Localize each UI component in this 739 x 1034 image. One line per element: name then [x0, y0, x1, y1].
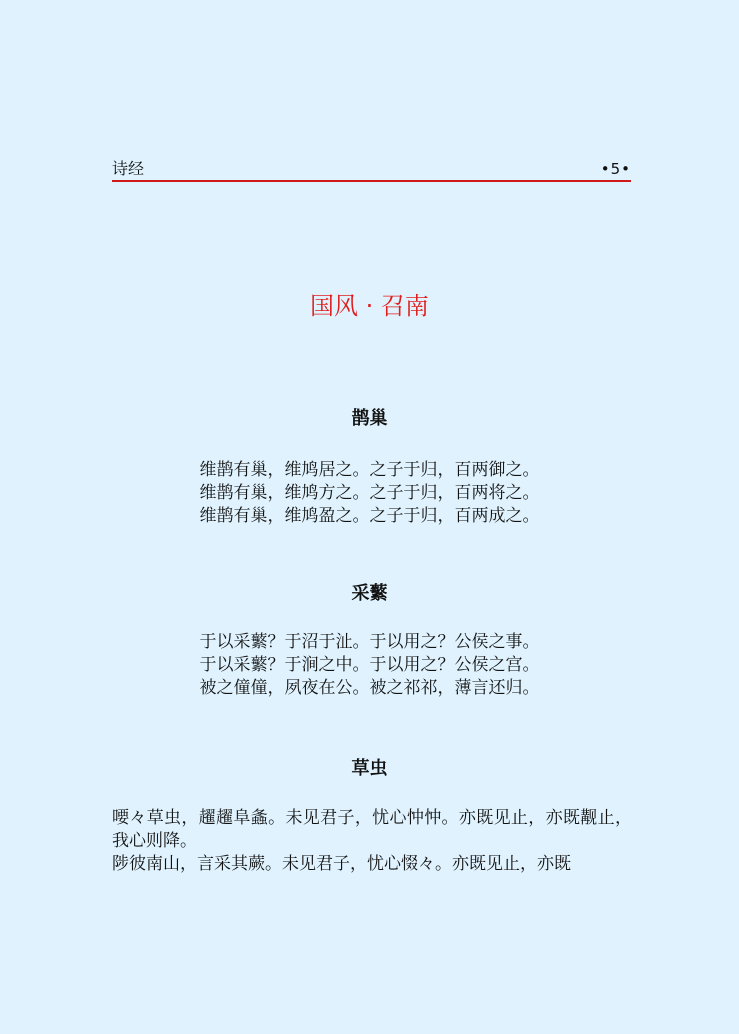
verse-line: 被之僮僮，夙夜在公。被之祁祁，薄言还归。 [199, 678, 540, 698]
poem-title: 鹊巢 [351, 408, 388, 429]
poem-verse [0, 631, 739, 700]
page-number: •5• [600, 160, 631, 178]
book-title: 诗经 [112, 159, 145, 178]
verse-line: 维鹊有巢，维鸠居之。之子于归，百两御之。 [199, 460, 540, 480]
section-title: 国风 · 召南 [310, 292, 429, 320]
poem-verse [0, 459, 739, 528]
verse-line: 维鹊有巢，维鸠方之。之子于归，百两将之。 [199, 483, 540, 503]
running-header [112, 160, 631, 182]
verse-line: 维鹊有巢，维鸠盈之。之子于归，百两成之。 [199, 506, 540, 526]
poem-title: 采蘩 [351, 583, 388, 604]
verse-line: 于以采蘩？于涧之中。于以用之？公侯之宫。 [199, 655, 540, 675]
verse-line: 于以采蘩？于沼于沚。于以用之？公侯之事。 [199, 632, 540, 652]
poem-prose-paragraph: 喓々草虫，趯趯阜螽。未见君子，忧心忡忡。亦既见止，亦既觏止，我心则降。 [112, 808, 632, 851]
poem-prose-paragraph: 陟彼南山，言采其蕨。未见君子，忧心惙々。亦既见止，亦既 [112, 854, 571, 874]
poem-title: 草虫 [351, 758, 388, 779]
